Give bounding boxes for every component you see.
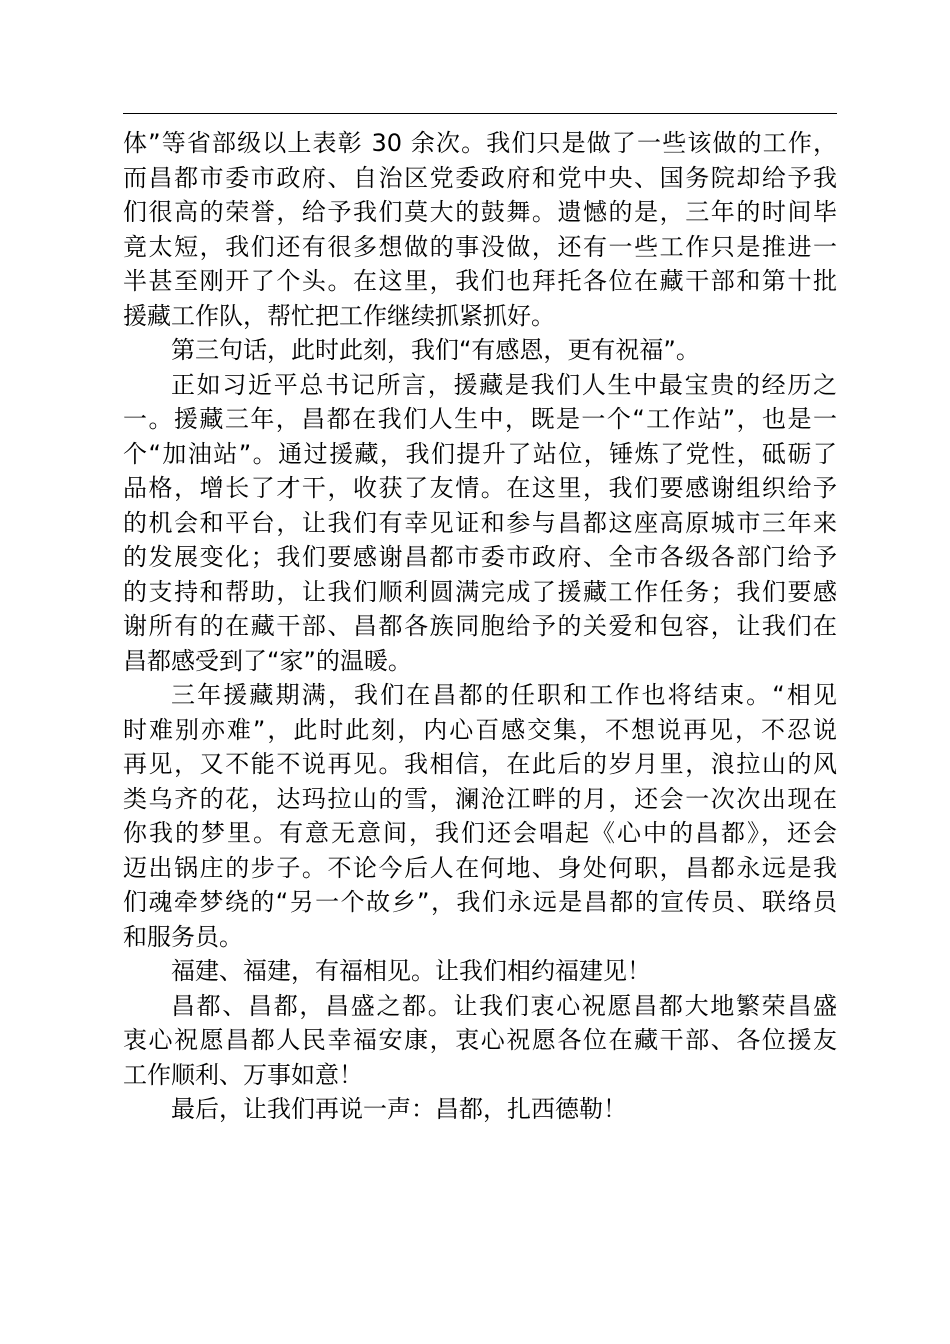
text-line: 个“加油站”。通过援藏，我们提升了站位，锤炼了党性，砥砺了 (123, 439, 837, 468)
text-line: 福建、福建，有福相见。让我们相约福建见！ (171, 957, 651, 985)
text-line: 衷心祝愿昌都人民幸福安康，衷心祝愿各位在藏干部、各位援友 (123, 1026, 837, 1054)
text-line: 的机会和平台，让我们有幸见证和参与昌都这座高原城市三年来 (123, 508, 837, 537)
text-line: 一。援藏三年，昌都在我们人生中，既是一个“工作站”，也是一 (123, 405, 837, 433)
text-line: 再见，又不能不说再见。我相信，在此后的岁月里，浪拉山的风 (123, 750, 837, 778)
text-line: 们很高的荣誉，给予我们莫大的鼓舞。遗憾的是，三年的时间毕 (123, 198, 837, 226)
body-text (123, 126, 837, 1127)
text-line: 三年援藏期满，我们在昌都的任职和工作也将结束。“相见 (171, 681, 837, 709)
text-line: 的发展变化；我们要感谢昌都市委市政府、全市各级各部门给予 (123, 543, 837, 571)
text-line: 昌都感受到了“家”的温暖。 (123, 646, 412, 675)
text-line: 而昌都市委市政府、自治区党委政府和党中央、国务院却给予我 (123, 163, 837, 192)
text-line: 援藏工作队，帮忙把工作继续抓紧抓好。 (123, 301, 555, 330)
text-line: 谢所有的在藏干部、昌都各族同胞给予的关爱和包容，让我们在 (123, 612, 837, 640)
header-rule (123, 113, 837, 114)
text-line: 品格，增长了才干，收获了友情。在这里，我们要感谢组织给予 (123, 474, 837, 502)
text-line: 半甚至刚开了个头。在这里，我们也拜托各位在藏干部和第十批 (123, 267, 837, 295)
text-line: 正如习近平总书记所言，援藏是我们人生中最宝贵的经历之 (171, 370, 837, 399)
text-line: 体”等省部级以上表彰 30 余次。我们只是做了一些该做的工作， (123, 129, 837, 157)
text-line: 时难别亦难”，此时此刻，内心百感交集，不想说再见，不忍说 (123, 715, 837, 744)
text-line: 工作顺利、万事如意！ (123, 1060, 363, 1089)
text-line: 第三句话，此时此刻，我们“有感恩，更有祝福”。 (171, 336, 700, 364)
text-line: 最后，让我们再说一声：昌都，扎西德勒！ (171, 1095, 627, 1123)
text-line: 竟太短，我们还有很多想做的事没做，还有一些工作只是推进一 (123, 232, 837, 261)
text-line: 类乌齐的花，达玛拉山的雪，澜沧江畔的月，还会一次次出现在 (123, 784, 837, 813)
text-line: 迈出锅庄的步子。不论今后人在何地、身处何职，昌都永远是我 (123, 853, 837, 882)
text-line: 们魂牵梦绕的“另一个故乡”，我们永远是昌都的宣传员、联络员 (123, 888, 837, 916)
text-line: 的支持和帮助，让我们顺利圆满完成了援藏工作任务；我们要感 (123, 577, 837, 606)
text-line: 你我的梦里。有意无意间，我们还会唱起《心中的昌都》，还会 (123, 819, 837, 847)
text-line: 昌都、昌都，昌盛之都。让我们衷心祝愿昌都大地繁荣昌盛 (171, 991, 837, 1020)
text-line: 和服务员。 (123, 922, 243, 951)
